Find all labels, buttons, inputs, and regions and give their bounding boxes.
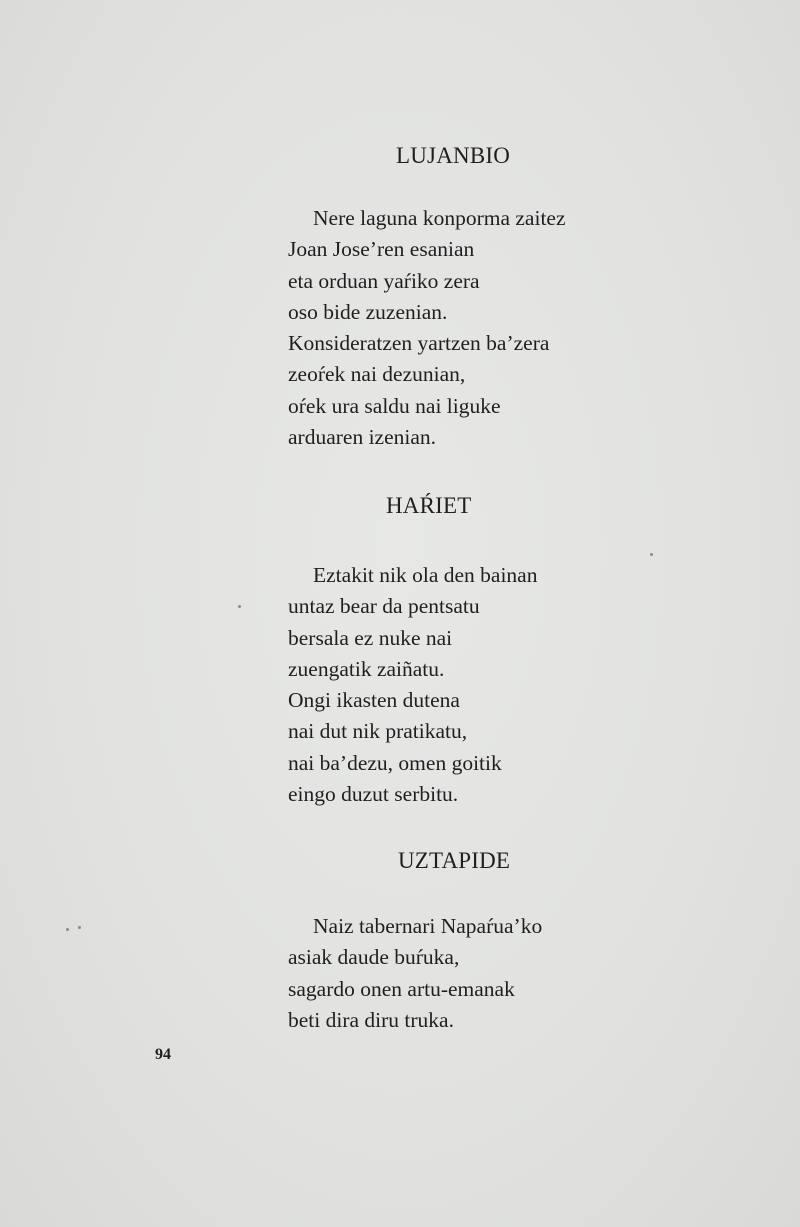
verse-line: zeoŕek nai dezunian, xyxy=(288,362,466,387)
paper-speck xyxy=(66,928,69,931)
verse-line: untaz bear da pentsatu xyxy=(288,594,480,619)
poem-title-uztapide: UZTAPIDE xyxy=(398,848,511,873)
verse-line: beti dira diru truka. xyxy=(288,1007,454,1032)
poem-title-lujanbio: LUJANBIO xyxy=(396,143,511,168)
poem-stanza-uztapide xyxy=(288,911,542,1036)
verse-line: eta orduan yaŕiko zera xyxy=(288,268,480,293)
verse-line: nai ba’dezu, omen goitik xyxy=(288,750,502,775)
verse-line: Naiz tabernari Napaŕua’ko xyxy=(313,914,543,938)
verse-line: zuengatik zaiñatu. xyxy=(288,656,445,681)
verse-line: Nere laguna konporma zaitez xyxy=(313,206,566,230)
verse-line: asiak daude buŕuka, xyxy=(288,945,460,970)
verse-line: Ongi ikasten dutena xyxy=(288,688,460,713)
paper-speck xyxy=(650,553,653,556)
verse-line: Joan Jose’ren esanian xyxy=(288,237,475,262)
poem-title-hariet: HAŔIET xyxy=(386,493,472,518)
paper-speck xyxy=(78,926,81,929)
verse-line: nai dut nik pratikatu, xyxy=(288,719,468,744)
verse-line: oŕek ura saldu nai liguke xyxy=(288,393,501,418)
page-number: 94 xyxy=(155,1046,171,1063)
verse-line: eingo duzut serbitu. xyxy=(288,782,459,807)
verse-line: bersala ez nuke nai xyxy=(288,625,453,650)
poem-stanza-hariet xyxy=(288,560,537,810)
verse-line: Eztakit nik ola den bainan xyxy=(313,563,538,587)
verse-line: Konsideratzen yartzen ba’zera xyxy=(288,331,550,356)
verse-line: oso bide zuzenian. xyxy=(288,299,448,324)
paper-speck xyxy=(238,605,241,608)
poem-stanza-lujanbio xyxy=(288,203,566,453)
verse-line: sagardo onen artu-emanak xyxy=(288,976,515,1001)
verse-line: arduaren izenian. xyxy=(288,425,437,450)
